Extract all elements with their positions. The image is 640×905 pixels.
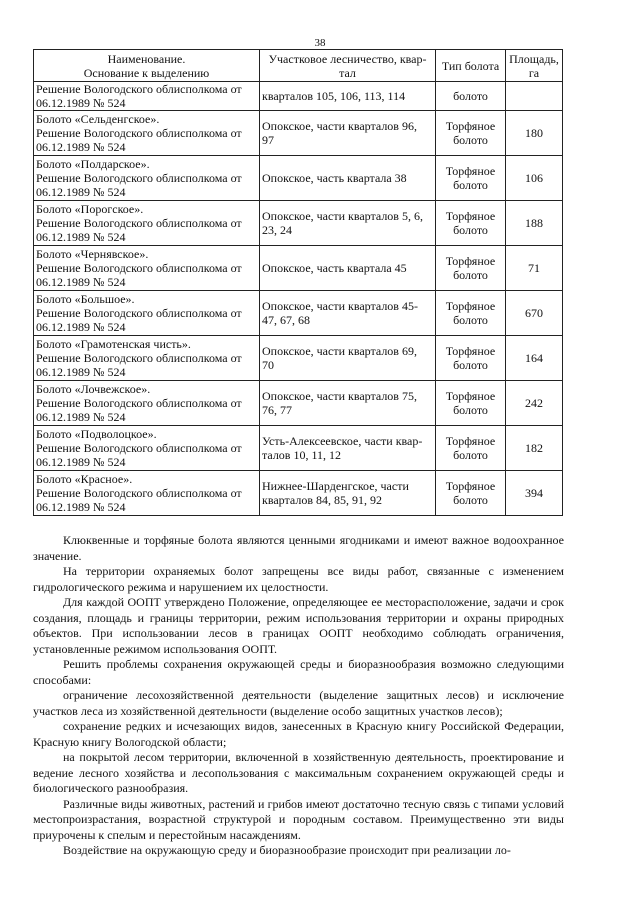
cell-name-basis bbox=[34, 426, 260, 471]
cell-bog-type: Торфяное болото bbox=[436, 111, 506, 156]
basis-date: 06.12.1989 № 524 bbox=[36, 410, 126, 424]
table-header-row bbox=[34, 50, 563, 82]
bog-name: Болото «Подволоцкое». bbox=[36, 427, 157, 441]
basis-date: 06.12.1989 № 524 bbox=[36, 275, 126, 289]
table-row bbox=[34, 426, 563, 471]
basis-text: Решение Вологодского облисполкома от bbox=[36, 396, 242, 410]
basis-date: 06.12.1989 № 524 bbox=[36, 230, 126, 244]
cell-forestry: Опокское, части кварталов 5, 6, 23, 24 bbox=[260, 201, 436, 246]
basis-date: 06.12.1989 № 524 bbox=[36, 500, 126, 514]
table-row bbox=[34, 336, 563, 381]
header-type: Тип болота bbox=[436, 50, 506, 82]
basis-text: Решение Вологодского облисполкома от bbox=[36, 351, 242, 365]
cell-forestry: Опокское, часть квартала 38 bbox=[260, 156, 436, 201]
paragraph: Решить проблемы сохранения окружающей среды и биоразнообразия возможно следующими способами: bbox=[33, 657, 564, 687]
cell-area: 182 bbox=[506, 426, 563, 471]
cell-forestry: Нижнее-Шарденгское, части кварталов 84, 85, 91, 92 bbox=[260, 471, 436, 516]
cell-area: 188 bbox=[506, 201, 563, 246]
basis-date: 06.12.1989 № 524 bbox=[36, 96, 126, 110]
table-row bbox=[34, 246, 563, 291]
cell-area: 106 bbox=[506, 156, 563, 201]
basis-text: Решение Вологодского облисполкома от bbox=[36, 261, 242, 275]
bog-name: Болото «Сельденгское». bbox=[36, 112, 160, 126]
header-forestry: Участковое лесничество, квар- тал bbox=[260, 50, 436, 82]
table-row bbox=[34, 111, 563, 156]
cell-bog-type: Торфяное болото bbox=[436, 426, 506, 471]
table-row bbox=[34, 291, 563, 336]
basis-text: Решение Вологодского облисполкома от bbox=[36, 82, 242, 96]
cell-name-basis bbox=[34, 471, 260, 516]
header-name: Наименование. Основание к выделению bbox=[34, 50, 260, 82]
cell-bog-type: Торфяное болото bbox=[436, 291, 506, 336]
basis-date: 06.12.1989 № 524 bbox=[36, 365, 126, 379]
cell-forestry: Усть-Алексеевское, части квар- талов 10, 11, 12 bbox=[260, 426, 436, 471]
cell-name-basis bbox=[34, 381, 260, 426]
cell-area: 164 bbox=[506, 336, 563, 381]
bog-name: Болото «Лочвежское». bbox=[36, 382, 151, 396]
cell-forestry: Опокское, части кварталов 69, 70 bbox=[260, 336, 436, 381]
cell-bog-type: Торфяное болото bbox=[436, 471, 506, 516]
page-number: 38 bbox=[314, 37, 326, 49]
basis-date: 06.12.1989 № 524 bbox=[36, 320, 126, 334]
table-row bbox=[34, 381, 563, 426]
protected-bogs-table bbox=[33, 49, 563, 516]
body-text bbox=[33, 533, 564, 859]
basis-text: Решение Вологодского облисполкома от bbox=[36, 216, 242, 230]
basis-text: Решение Вологодского облисполкома от bbox=[36, 126, 242, 140]
bog-name: Болото «Красное». bbox=[36, 472, 133, 486]
basis-text: Решение Вологодского облисполкома от bbox=[36, 171, 242, 185]
cell-forestry: Опокское, часть квартала 45 bbox=[260, 246, 436, 291]
bog-name: Болото «Полдарское». bbox=[36, 157, 150, 171]
basis-date: 06.12.1989 № 524 bbox=[36, 185, 126, 199]
paragraph: ограничение лесохозяйственной деятельности (выделение защитных лесов) и исключение участков леса из хозяйственной деятельности (выделение особо защитных участков лесов); bbox=[33, 688, 564, 718]
cell-forestry: кварталов 105, 106, 113, 114 bbox=[260, 82, 436, 111]
basis-date: 06.12.1989 № 524 bbox=[36, 140, 126, 154]
cell-name-basis bbox=[34, 111, 260, 156]
bog-name: Болото «Чернявское». bbox=[36, 247, 149, 261]
cell-area: 242 bbox=[506, 381, 563, 426]
bog-name: Болото «Большое». bbox=[36, 292, 135, 306]
header-area: Площадь, га bbox=[506, 50, 563, 82]
cell-area: 180 bbox=[506, 111, 563, 156]
bog-name: Болото «Порогское». bbox=[36, 202, 144, 216]
cell-forestry: Опокское, части кварталов 75, 76, 77 bbox=[260, 381, 436, 426]
table-row bbox=[34, 82, 563, 111]
paragraph: Для каждой ООПТ утверждено Положение, определяющее ее месторасположение, задачи и срок создания, площадь и границы территории, режим использования территории и охраны природных объектов. При использовании лесов в границах ООПТ необходимо соблюдать ограничения, установленные режимом использования ООПТ. bbox=[33, 595, 564, 656]
cell-name-basis bbox=[34, 246, 260, 291]
cell-name-basis bbox=[34, 201, 260, 246]
bog-name: Болото «Грамотенская чисть». bbox=[36, 337, 191, 351]
basis-text: Решение Вологодского облисполкома от bbox=[36, 306, 242, 320]
cell-bog-type: болото bbox=[436, 82, 506, 111]
cell-area bbox=[506, 82, 563, 111]
cell-bog-type: Торфяное болото bbox=[436, 156, 506, 201]
basis-date: 06.12.1989 № 524 bbox=[36, 455, 126, 469]
cell-name-basis bbox=[34, 156, 260, 201]
cell-name-basis bbox=[34, 336, 260, 381]
cell-area: 670 bbox=[506, 291, 563, 336]
cell-name-basis bbox=[34, 82, 260, 111]
basis-text: Решение Вологодского облисполкома от bbox=[36, 441, 242, 455]
paragraph: Воздействие на окружающую среду и биоразнообразие происходит при реализации ло- bbox=[63, 843, 511, 857]
paragraph: Различные виды животных, растений и грибов имеют достаточно тесную связь с типами условий местопроизрастания, возрастной структурой и породным составом. Преимущественно эти виды приурочены к спелым и перестойным насаждениям. bbox=[33, 796, 564, 842]
cell-bog-type: Торфяное болото bbox=[436, 381, 506, 426]
paragraph: Клюквенные и торфяные болота являются ценными ягодниками и имеют важное водоохранное значение. bbox=[33, 533, 564, 563]
paragraph: На территории охраняемых болот запрещены все виды работ, связанные с изменением гидрологического режима и нарушением их целостности. bbox=[33, 564, 564, 594]
cell-area: 71 bbox=[506, 246, 563, 291]
cell-bog-type: Торфяное болото bbox=[436, 246, 506, 291]
table-row bbox=[34, 156, 563, 201]
cell-forestry: Опокское, части кварталов 96, 97 bbox=[260, 111, 436, 156]
cell-bog-type: Торфяное болото bbox=[436, 336, 506, 381]
cell-area: 394 bbox=[506, 471, 563, 516]
paragraph: сохранение редких и исчезающих видов, занесенных в Красную книгу Российской Федерации, Красную книгу Вологодской области; bbox=[33, 719, 564, 749]
table-row bbox=[34, 471, 563, 516]
table-row bbox=[34, 201, 563, 246]
cell-bog-type: Торфяное болото bbox=[436, 201, 506, 246]
basis-text: Решение Вологодского облисполкома от bbox=[36, 486, 242, 500]
cell-forestry: Опокское, части кварталов 45- 47, 67, 68 bbox=[260, 291, 436, 336]
paragraph: на покрытой лесом территории, включенной в хозяйственную деятельность, проектирование и ведение лесного хозяйства и лесопользования с максимальным сохранением окружающей среды и биологического разнообразия. bbox=[33, 750, 564, 795]
cell-name-basis bbox=[34, 291, 260, 336]
